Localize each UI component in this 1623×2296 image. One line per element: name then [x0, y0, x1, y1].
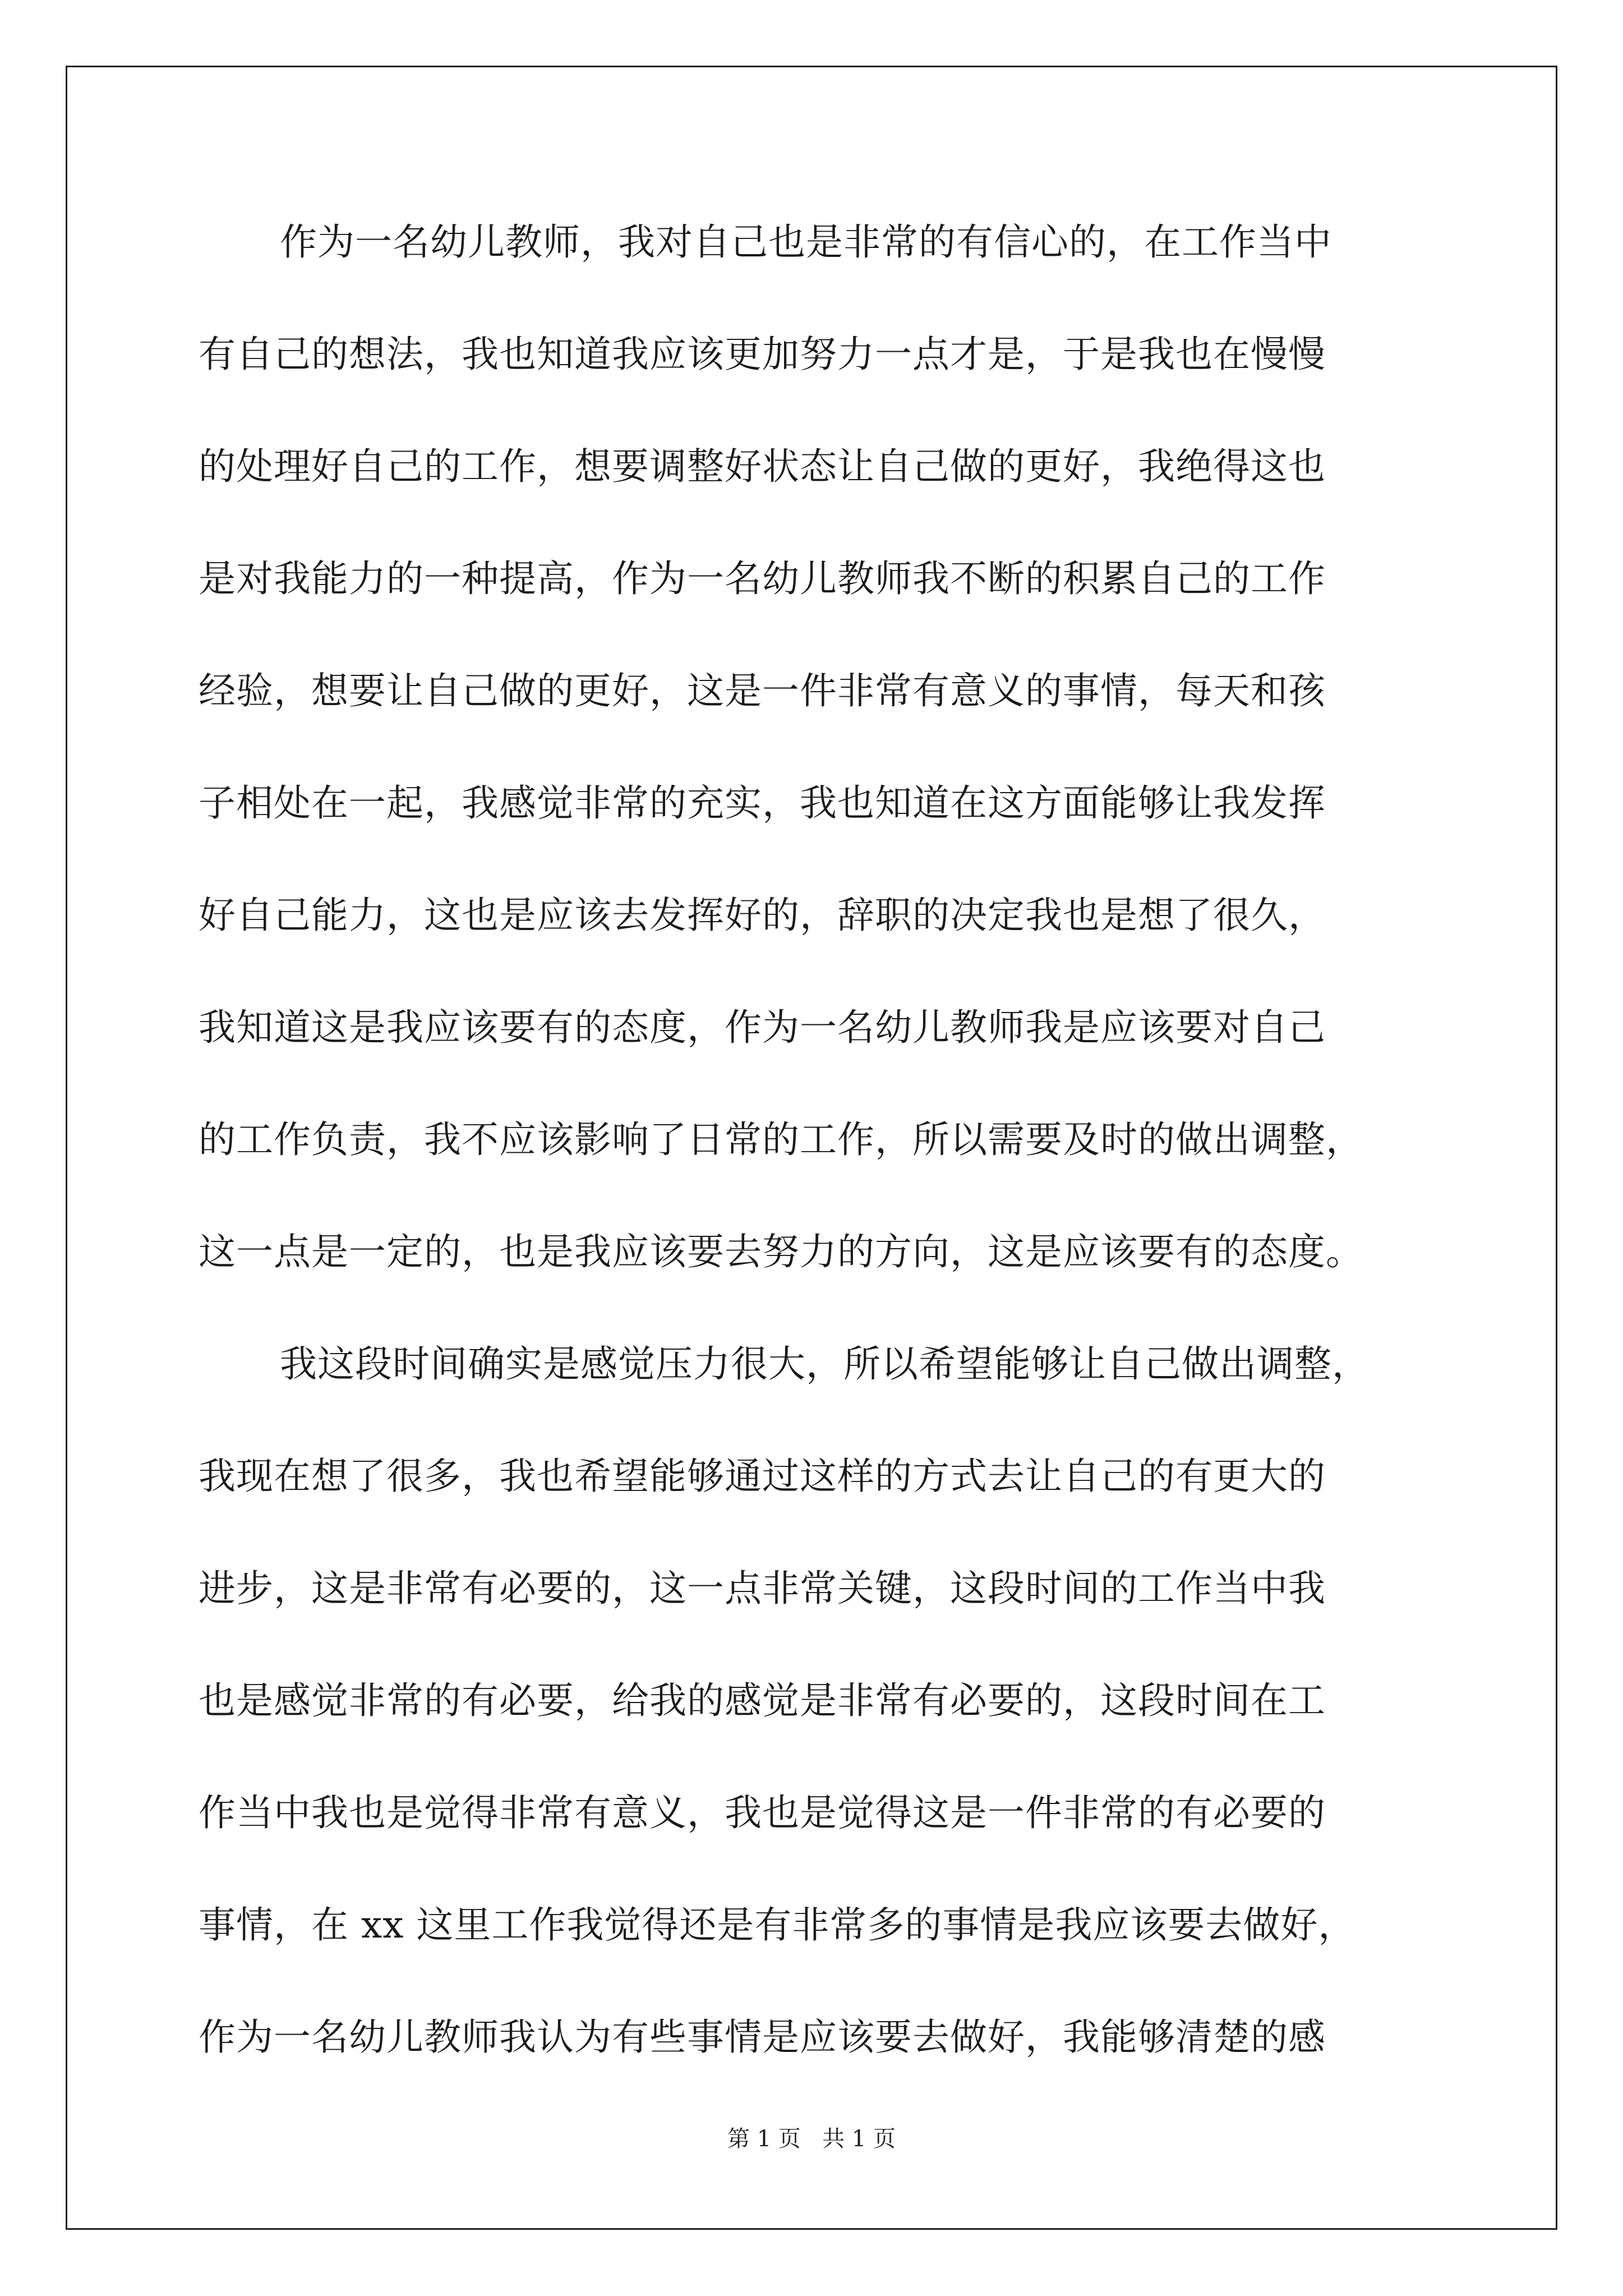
- text-line: 好自己能力，这也是应该去发挥好的，辞职的决定我也是想了很久，: [199, 894, 1326, 937]
- text-line: 经验，想要让自己做的更好，这是一件非常有意义的事情，每天和孩: [199, 669, 1326, 712]
- text-line: 是对我能力的一种提高，作为一名幼儿教师我不断的积累自己的工作: [199, 557, 1326, 600]
- text-line: 子相处在一起，我感觉非常的充实，我也知道在这方面能够让我发挥: [199, 781, 1326, 825]
- document-body: [199, 213, 1432, 2120]
- text-line: 的处理好自己的工作，想要调整好状态让自己做的更好，我绝得这也: [199, 445, 1326, 488]
- text-line: 作为一名幼儿教师，我对自己也是非常的有信心的，在工作当中: [280, 220, 1332, 264]
- text-line: 事情，在 xx 这里工作我觉得还是有非常多的事情是我应该要去做好，: [199, 1903, 1356, 1947]
- page-footer: 第 1 页 共 1 页: [727, 2126, 896, 2152]
- text-line: 进步，这是非常有必要的，这一点非常关键，这段时间的工作当中我: [199, 1567, 1326, 1610]
- text-line: 的工作负责，我不应该影响了日常的工作，所以需要及时的做出调整，: [199, 1118, 1363, 1161]
- text-line: 作当中我也是觉得非常有意义，我也是觉得这是一件非常的有必要的: [199, 1791, 1326, 1834]
- text-line: 我这段时间确实是感觉压力很大，所以希望能够让自己做出调整，: [280, 1342, 1370, 1386]
- text-line: 我知道这是我应该要有的态度，作为一名幼儿教师我是应该要对自己: [199, 1006, 1326, 1049]
- text-line: 作为一名幼儿教师我认为有些事情是应该要去做好，我能够清楚的感: [199, 2016, 1326, 2059]
- text-line: 这一点是一定的，也是我应该要去努力的方向，这是应该要有的态度。: [199, 1230, 1363, 1273]
- text-line: 也是感觉非常的有必要，给我的感觉是非常有必要的，这段时间在工: [199, 1679, 1326, 1722]
- text-line: 有自己的想法，我也知道我应该更加努力一点才是，于是我也在慢慢: [199, 333, 1326, 376]
- text-line: 我现在想了很多，我也希望能够通过这样的方式去让自己的有更大的: [199, 1455, 1326, 1498]
